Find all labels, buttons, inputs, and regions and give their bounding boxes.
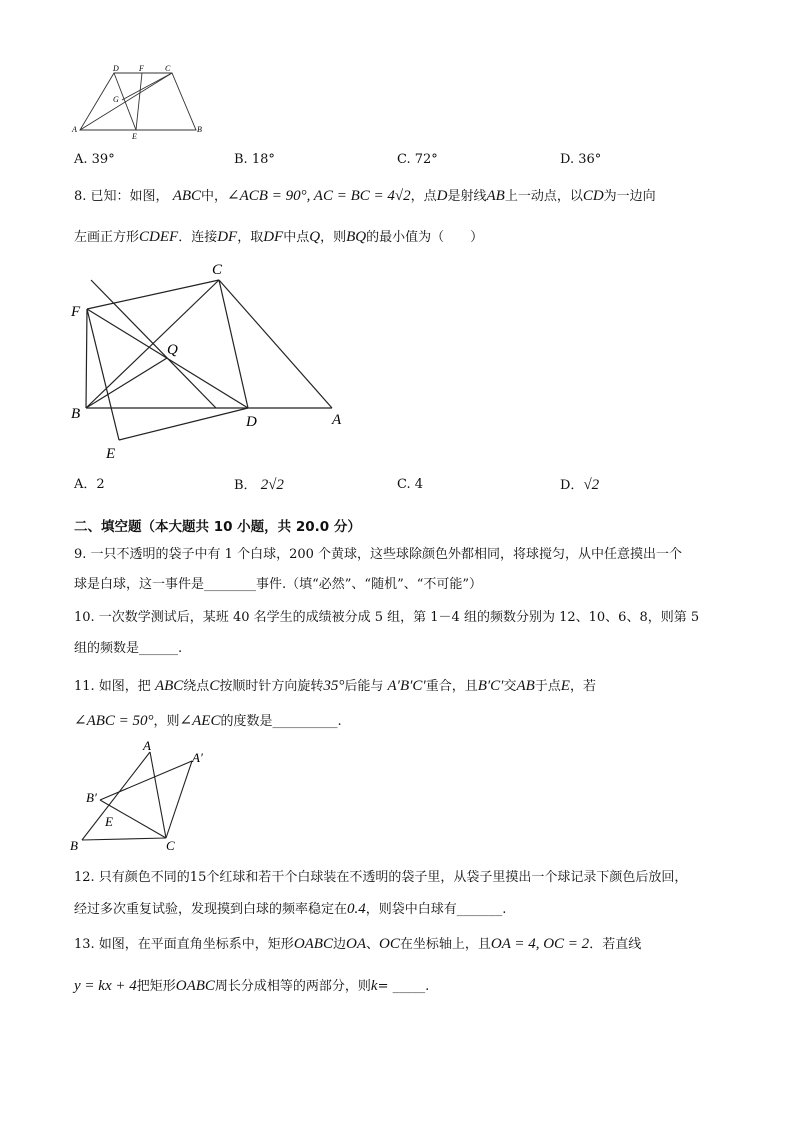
q8-option-a: A．2	[74, 477, 105, 492]
q13-variable-k: k	[370, 978, 378, 994]
q8-text: 上一动点，以	[504, 189, 583, 204]
q8-text: 是射线	[447, 189, 487, 204]
q13-rectangle: OABC	[293, 936, 333, 952]
fig7-label-d: D	[113, 64, 119, 73]
q8-text: ，则	[320, 230, 347, 245]
q8-line-1	[74, 187, 656, 206]
figure-q11-rotated-triangles	[68, 740, 218, 856]
fig8-label-a: A	[332, 412, 342, 428]
q11-text: 交	[503, 679, 517, 694]
q12-text: ，则袋中白球有_______.	[365, 902, 507, 917]
q11-point-e: E	[560, 678, 570, 694]
fig7-label-g: G	[113, 95, 119, 104]
q11-line-1	[74, 677, 596, 696]
q8-option-b-value: 2√2	[260, 477, 284, 493]
fig11-label-b: B	[70, 838, 78, 853]
q8-option-b	[234, 476, 284, 495]
fig11-label-a-prime: A′	[192, 750, 203, 765]
q11-triangle-abc: ABC	[154, 678, 184, 694]
fig7-label-a: A	[72, 125, 77, 134]
q13-text: ．若直线	[589, 937, 642, 952]
q11-condition: ∠ABC = 50°	[74, 713, 154, 729]
q8-text: ，点	[410, 189, 437, 204]
q8-text: ，取	[237, 230, 264, 245]
q11-text: 重合，且	[425, 679, 478, 694]
q8-text: 中点	[283, 230, 310, 245]
q9-line-1: 9. 一只不透明的袋子中有 1 个白球，200 个黄球，这些球除颜色外都相同，将球搅匀，从中任意摸出一个	[74, 547, 683, 562]
q8-segment-df: DF	[263, 229, 284, 245]
q8-triangle: ABC	[172, 188, 202, 204]
fig7-label-e: E	[132, 132, 137, 140]
q8-option-c: C. 4	[397, 477, 424, 492]
q11-text: ，若	[569, 679, 596, 694]
q10-line-2: 组的频数是______.	[74, 641, 183, 656]
q8-ray-ab: AB	[486, 188, 505, 204]
q11-segment-b1c1: B′C′	[477, 678, 504, 694]
section-fill-in-title: 二、填空题（本大题共 10 小题，共 20.0 分）	[74, 519, 361, 535]
q11-line-2	[74, 712, 342, 731]
fig7-label-f: F	[139, 64, 144, 73]
q13-side-oa: OA	[346, 936, 366, 952]
q13-line-2	[74, 977, 429, 996]
q8-text: 左画正方形	[74, 230, 140, 245]
q11-segment-ab: AB	[516, 678, 535, 694]
q8-point-q: Q	[309, 229, 321, 245]
q8-text: 为一边向	[603, 189, 656, 204]
q13-text: 把矩形	[136, 979, 176, 994]
q11-text: 于点	[534, 679, 561, 694]
q8-text: 中，	[201, 189, 228, 204]
q11-point-c: C	[209, 678, 220, 694]
q13-text: 在坐标轴上，且	[399, 937, 491, 952]
fig8-label-e: E	[106, 446, 116, 462]
fig7-label-b: B	[197, 125, 202, 134]
q11-triangle-rotated: A′B′C′	[387, 678, 426, 694]
q7-option-b: B. 18°	[234, 152, 275, 167]
fig8-label-f: F	[71, 304, 81, 320]
q8-text: 的最小值为（ ）	[366, 230, 484, 245]
q13-text: 13. 如图，在平面直角坐标系中，矩形	[74, 937, 294, 952]
q10-line-1: 10. 一次数学测试后，某班 40 名学生的成绩被分成 5 组，第 1－4 组的频数分别为 12、10、6、8，则第 5	[74, 610, 700, 625]
q8-square: CDEF	[139, 229, 179, 245]
q8-text: ．连接	[178, 230, 218, 245]
q8-option-d-label: D．	[560, 478, 584, 493]
fig11-label-b-prime: B′	[86, 790, 97, 805]
fig11-label-e: E	[105, 814, 113, 829]
q8-condition: ∠ACB = 90°, AC = BC = 4√2	[227, 188, 411, 204]
q12-line-1: 12. 只有颜色不同的15个红球和若干个白球装在不透明的袋子里，从袋子里摸出一个球记录下颜色后放回，	[74, 870, 688, 885]
q7-option-a: A. 39°	[74, 152, 115, 167]
q7-option-d: D. 36°	[560, 152, 602, 167]
q13-line-1	[74, 935, 641, 954]
fig8-label-c: C	[212, 262, 223, 278]
q8-option-d-value: √2	[583, 477, 600, 493]
q12-text: 经过多次重复试验，发现摸到白球的频率稳定在	[74, 902, 348, 917]
q8-side-cd: CD	[582, 188, 604, 204]
q8-point-d: D	[436, 188, 448, 204]
fig8-label-b: B	[71, 406, 81, 422]
q8-text: 8. 已知：如图，	[74, 189, 169, 204]
q13-line-equation: y = kx + 4	[74, 978, 137, 994]
q11-text: ，则	[153, 714, 180, 729]
figure-q8-square-triangle	[66, 258, 356, 466]
q8-line-2	[74, 228, 483, 247]
q11-angle-aec: ∠AEC	[179, 713, 221, 729]
q11-text: 后能与	[344, 679, 384, 694]
q13-text: 周长分成相等的两部分，则	[214, 979, 371, 994]
q13-text: 、	[366, 937, 380, 952]
q8-option-d	[560, 476, 599, 495]
q11-text: 的度数是__________.	[220, 714, 342, 729]
q8-option-b-label: B．	[234, 478, 257, 493]
fig8-label-q: Q	[167, 342, 178, 358]
q12-frequency: 0.4	[347, 901, 366, 917]
q11-angle: 35°	[323, 678, 345, 694]
q7-option-c: C. 72°	[397, 152, 438, 167]
q13-side-oc: OC	[379, 936, 400, 952]
q8-segment-df: DF	[217, 229, 238, 245]
q12-line-2	[74, 900, 506, 919]
q9-line-2: 球是白球，这一事件是________事件.（填“必然”、“随机”、“不可能”）	[74, 577, 483, 592]
fig11-label-a: A	[143, 740, 151, 753]
q11-text: 绕点	[183, 679, 210, 694]
q11-text: 按顺时针方向旋转	[219, 679, 324, 694]
q11-text: 11. 如图，把	[74, 679, 151, 694]
fig8-label-d: D	[246, 414, 257, 430]
fig7-label-c: C	[165, 64, 171, 73]
q13-text: = _____.	[377, 979, 430, 994]
q13-rectangle: OABC	[175, 978, 215, 994]
q13-text: 边	[332, 937, 346, 952]
q8-segment-bq: BQ	[346, 229, 367, 245]
q13-condition: OA = 4, OC = 2	[490, 936, 590, 952]
fig11-label-c: C	[166, 838, 175, 853]
figure-q7-trapezoid	[66, 62, 216, 140]
